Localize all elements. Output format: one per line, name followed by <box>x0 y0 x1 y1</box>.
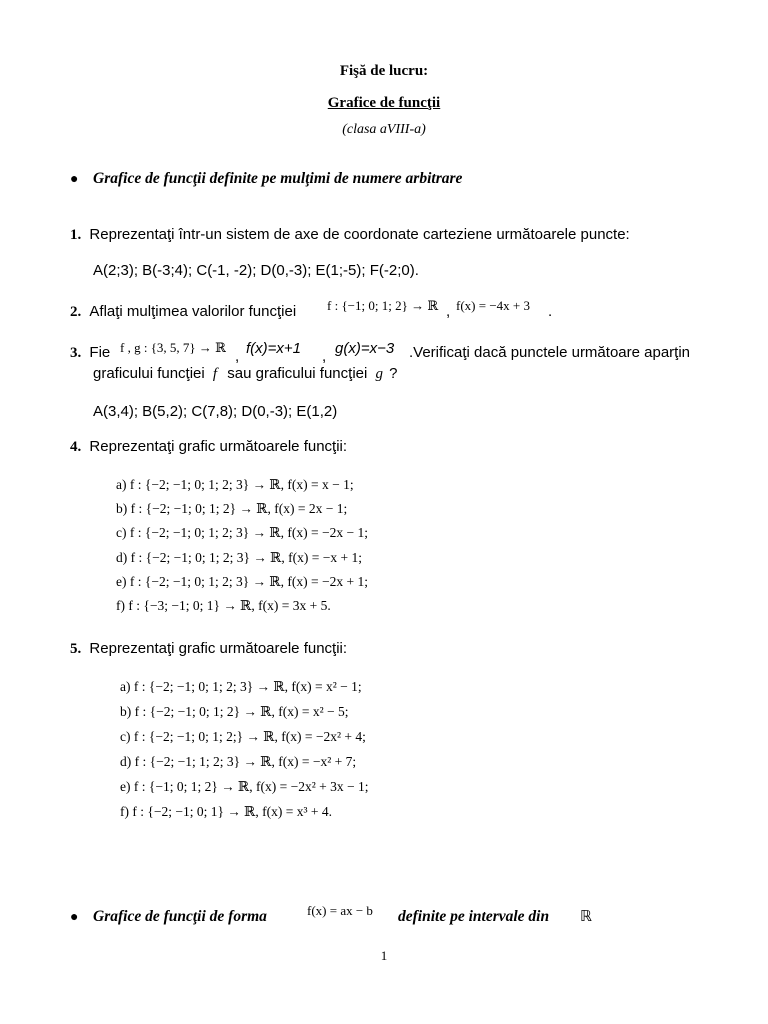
ex4-item-e: e) f : {−2; −1; 0; 1; 2; 3} → ℝ, f(x) = −2x + 1; <box>116 574 368 589</box>
section-2-heading-a: Grafice de funcţii de forma <box>93 908 267 925</box>
exercise-number: 1. <box>70 227 82 243</box>
exercise-text: Reprezentaţi grafic următoarele funcţii: <box>89 640 348 657</box>
ex4-item-c: c) f : {−2; −1; 0; 1; 2; 3} → ℝ, f(x) = −2x − 1; <box>116 525 368 540</box>
exercise-1-points: A(2;3); B(-3;4); C(-1, -2); D(0,-3); E(1;-5); F(-2;0). <box>93 262 419 279</box>
section-heading-2 <box>93 908 267 926</box>
exercise-number: 5. <box>70 641 82 657</box>
ex5-item-f: f) f : {−2; −1; 0; 1} → ℝ, f(x) = x³ + 4. <box>120 804 333 819</box>
worksheet-subtitle <box>0 95 768 112</box>
exercise-2 <box>70 303 296 321</box>
g-symbol: g <box>375 366 383 382</box>
ex5-item-a: a) f : {−2; −1; 0; 1; 2; 3} → ℝ, f(x) = x² − 1; <box>120 679 362 694</box>
ex4-item-d: d) f : {−2; −1; 0; 1; 2; 3} → ℝ, f(x) = −x + 1; <box>116 550 362 565</box>
exercise-text: Reprezentaţi într-un sistem de axe de coordonate carteziene următoarele puncte: <box>89 226 630 243</box>
exercise-number: 4. <box>70 439 82 455</box>
ex3-text-c: ? <box>389 365 398 382</box>
ex3-text-b: sau graficului funcţiei <box>227 365 368 382</box>
ex3-text-line-1: .Verificaţi dacă punctele următoare aparţin <box>409 344 690 361</box>
worksheet-title: Fişă de lucru: <box>339 63 429 79</box>
subtitle-text: Grafice de funcţii <box>327 95 441 111</box>
bullet-icon: ● <box>70 910 79 925</box>
exercise-1 <box>70 226 630 244</box>
ex2-function-rule: f(x) = −4x + 3 <box>456 298 530 313</box>
f-symbol: f <box>212 366 218 382</box>
ex3-text-a: graficului funcţiei <box>93 365 205 382</box>
ex3-separator-1: , <box>235 348 240 365</box>
grade-label: (clasa aVIII-a) <box>342 122 426 137</box>
exercise-3 <box>70 344 110 362</box>
exercise-3-points: A(3,4); B(5,2); C(7,8); D(0,-3); E(1,2) <box>93 403 338 420</box>
ex5-item-b: b) f : {−2; −1; 0; 1; 2} → ℝ, f(x) = x² − 5; <box>120 704 349 719</box>
ex4-item-b: b) f : {−2; −1; 0; 1; 2} → ℝ, f(x) = 2x − 1; <box>116 501 348 516</box>
section-2-formula: f(x) = ax − b <box>307 903 373 918</box>
exercise-text: Reprezentaţi grafic următoarele funcţii: <box>89 438 348 455</box>
ex3-separator-2: , <box>322 348 327 365</box>
ex3-function-domain: f , g : {3, 5, 7} → ℝ <box>120 340 226 355</box>
exercise-number: 2. <box>70 304 82 320</box>
ex2-function-domain: f : {−1; 0; 1; 2} → ℝ <box>327 298 439 313</box>
ex4-item-a: a) f : {−2; −1; 0; 1; 2; 3} → ℝ, f(x) = x − 1; <box>116 477 354 492</box>
page-number: 1 <box>380 948 388 963</box>
exercise-number: 3. <box>70 345 82 361</box>
ex2-separator: , <box>446 303 451 320</box>
real-set-symbol: ℝ <box>580 908 592 925</box>
ex3-text-line-2 <box>93 365 398 383</box>
ex4-item-f: f) f : {−3; −1; 0; 1} → ℝ, f(x) = 3x + 5. <box>116 598 331 613</box>
ex5-item-c: c) f : {−2; −1; 0; 1; 2;} → ℝ, f(x) = −2x² + 4; <box>120 729 366 744</box>
section-2-heading-b: definite pe intervale din <box>398 908 550 925</box>
section-heading-1: Grafice de funcţii definite pe mulţimi de numere arbitrare <box>93 170 463 187</box>
ex5-item-d: d) f : {−2; −1; 1; 2; 3} → ℝ, f(x) = −x² + 7; <box>120 754 357 769</box>
ex2-end: . <box>548 303 553 320</box>
ex3-f-rule: f(x)=x+1 <box>246 340 302 357</box>
ex3-g-rule: g(x)=x−3 <box>335 340 395 357</box>
ex5-item-e: e) f : {−1; 0; 1; 2} → ℝ, f(x) = −2x² + 3x − 1; <box>120 779 369 794</box>
exercise-text: Aflaţi mulţimea valorilor funcţiei <box>89 303 297 320</box>
exercise-4 <box>70 438 347 456</box>
exercise-lead: Fie <box>89 344 111 361</box>
exercise-5 <box>70 640 347 658</box>
bullet-icon: ● <box>70 172 79 187</box>
